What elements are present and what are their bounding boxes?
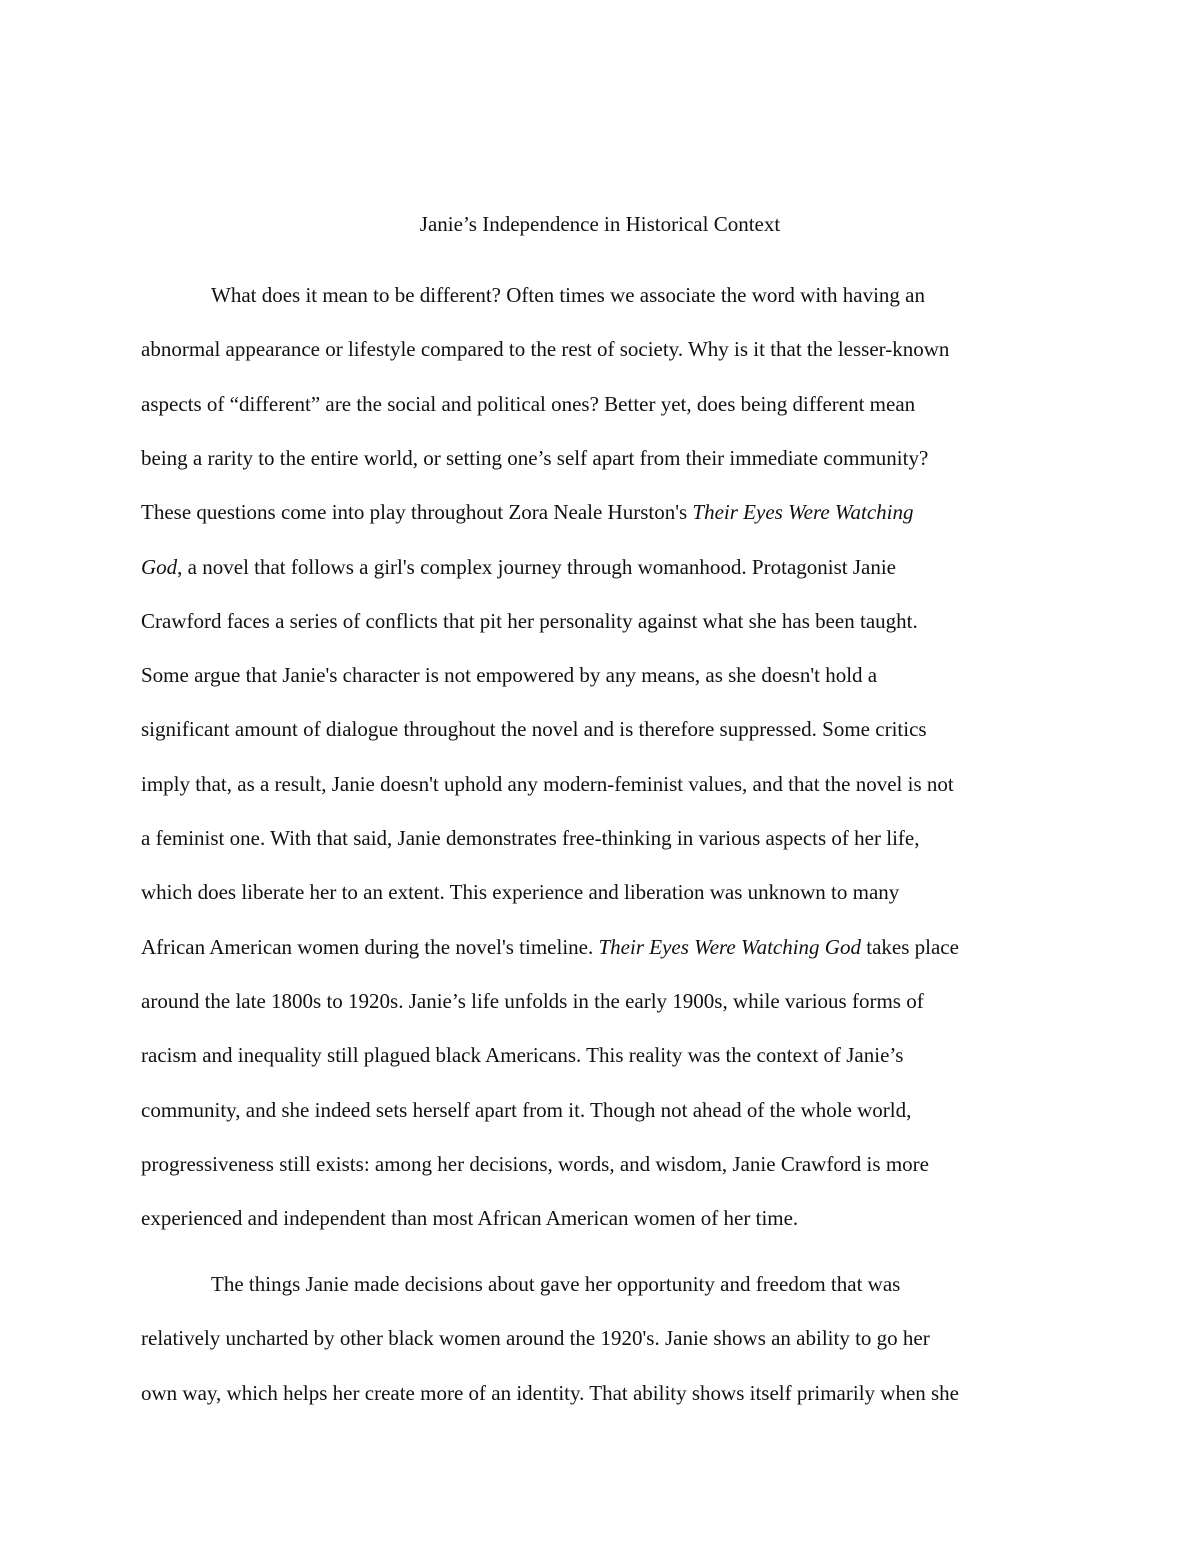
text-segment: Crawford faces a series of conflicts that pit her personality against what she has been taught. <box>141 608 918 633</box>
text-segment: a feminist one. With that said, Janie demonstrates free-thinking in various aspects of her life, <box>141 826 920 850</box>
text-line <box>141 1323 930 1353</box>
text-line <box>141 877 899 907</box>
text-line <box>211 1269 900 1299</box>
text-segment: significant amount of dialogue throughout the novel and is therefore suppressed. Some critics <box>141 717 927 742</box>
text-segment: , a novel that follows a girl's complex journey through womanhood. Protagonist Janie <box>177 554 897 579</box>
text-line <box>141 932 959 962</box>
text-line <box>211 280 925 310</box>
text-line <box>141 1149 929 1179</box>
text-line <box>141 1203 798 1233</box>
text-segment: community, and she indeed sets herself apart from it. Though not ahead of the whole world, <box>141 1097 912 1122</box>
text-segment: relatively uncharted by other black women around the 1920's. Janie shows an ability to go her <box>141 1326 930 1351</box>
text-line <box>141 606 918 636</box>
text-line <box>141 552 896 582</box>
text-line <box>141 1378 959 1408</box>
text-segment: progressiveness still exists: among her decisions, words, and wisdom, Janie Crawford is more <box>141 1151 929 1176</box>
text-line <box>141 1040 903 1070</box>
text-segment: takes place <box>860 934 959 959</box>
text-line <box>141 443 928 473</box>
text-segment: experienced and independent than most African American women of her time. <box>141 1206 799 1231</box>
text-segment: aspects of “different” are the social and political ones? Better yet, does being different mean <box>141 391 916 416</box>
text-segment: own way, which helps her create more of an identity. That ability shows itself primarily when she <box>141 1380 960 1405</box>
text-line <box>141 986 924 1016</box>
italic-title-text: Their Eyes Were Watching <box>692 500 914 525</box>
text-segment: which does liberate her to an extent. This experience and liberation was unknown to many <box>141 880 900 905</box>
text-segment: The things Janie made decisions about gave her opportunity and freedom that was <box>211 1272 901 1296</box>
text-segment: What does it mean to be different? Often times we associate the word with having an <box>211 283 925 307</box>
text-segment: African American women during the novel's timeline. <box>141 934 599 959</box>
text-segment: Some argue that Janie's character is not empowered by any means, as she doesn't hold a <box>141 663 878 688</box>
essay-title: Janie’s Independence in Historical Context <box>419 212 781 236</box>
text-line <box>141 660 877 690</box>
text-line <box>141 389 915 419</box>
text-line <box>141 823 919 853</box>
italic-title-text: God <box>141 554 178 579</box>
text-line <box>141 714 927 744</box>
text-line <box>141 497 913 527</box>
text-line <box>141 334 949 364</box>
text-line <box>141 1095 911 1125</box>
text-segment: being a rarity to the entire world, or setting one’s self apart from their immediate community? <box>141 445 929 470</box>
text-segment: racism and inequality still plagued black Americans. This reality was the context of Janie’s <box>141 1043 904 1068</box>
text-segment: imply that, as a result, Janie doesn't uphold any modern-feminist values, and that the novel is not <box>141 771 954 796</box>
text-line <box>141 769 954 799</box>
text-segment: around the late 1800s to 1920s. Janie’s life unfolds in the early 1900s, while various forms of <box>141 988 924 1013</box>
italic-title-text: Their Eyes Were Watching God <box>598 934 861 959</box>
text-segment: abnormal appearance or lifestyle compared to the rest of society. Why is it that the lesser-known <box>141 337 950 362</box>
text-segment: These questions come into play throughout Zora Neale Hurston's <box>141 500 693 525</box>
